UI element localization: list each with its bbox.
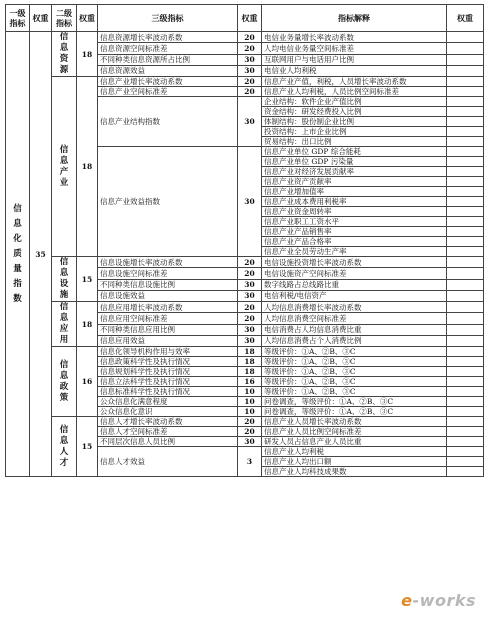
indicator-explanation: 信息产业产值，利税，人员增长率波动系数 [262,77,447,87]
explanation-weight [447,357,484,367]
level3-indicator: 信息产业结构指数 [98,97,238,147]
level3-indicator: 信息资源效益 [98,65,238,76]
level3-weight: 20 [238,87,262,97]
explanation-weight [447,367,484,377]
level3-indicator: 信息人才效益 [98,447,238,477]
level3-weight: 20 [238,427,262,437]
indicator-explanation: 等级评价：①A、②B、③C [262,347,447,357]
indicator-explanation: 信息产业人均科技成果数 [262,467,447,477]
explanation-weight [447,177,484,187]
indicator-explanation: 问卷调查，等级评价：①A、②B、③C [262,397,447,407]
level3-weight: 30 [238,65,262,76]
indicator-explanation: 电信设施投资增长率波动系数 [262,257,447,268]
table-row [6,257,484,268]
explanation-weight [447,257,484,268]
explanation-weight [447,137,484,147]
explanation-weight [447,268,484,279]
indicator-explanation: 信息产业人员比例空间标准差 [262,427,447,437]
indicator-explanation: 信息产业成本费用利税率 [262,197,447,207]
level3-weight: 20 [238,313,262,324]
indicator-explanation: 电信设施资产空间标准差 [262,268,447,279]
level3-indicator: 信息标准科学性及执行情况 [98,387,238,397]
indicator-explanation: 信息产业资金周转率 [262,207,447,217]
indicator-explanation: 数字线路占总线路比重 [262,279,447,290]
indicator-explanation: 互联网用户与电话用户比例 [262,54,447,65]
level3-indicator: 信息应用效益 [98,335,238,346]
level3-indicator: 公众信息化满意程度 [98,397,238,407]
level3-indicator: 不同种类信息资源所占比例 [98,54,238,65]
indicator-explanation: 信息产业职工工资水平 [262,217,447,227]
level3-indicator: 信息人才增长率波动系数 [98,417,238,427]
header-level2: 二级指标 [52,5,77,32]
level2-weight: 18 [77,77,98,257]
explanation-weight [447,407,484,417]
indicator-explanation: 等级评价：①A、②B、③C [262,387,447,397]
indicator-explanation: 电信业务量增长率波动系数 [262,32,447,43]
level3-indicator: 信息人才空间标准差 [98,427,238,437]
indicator-explanation: 人均信息消费增长率波动系数 [262,302,447,313]
level3-weight: 20 [238,32,262,43]
header-weight3: 权重 [238,5,262,32]
indicator-explanation: 信息产业产品销售率 [262,227,447,237]
explanation-weight [447,347,484,357]
level3-weight: 16 [238,377,262,387]
watermark-logo: e-works [401,591,476,610]
explanation-weight [447,54,484,65]
level3-indicator: 信息规划科学性及执行情况 [98,367,238,377]
level2-weight: 15 [77,257,98,302]
indicator-explanation: 电信利税/电信资产 [262,290,447,301]
level2-weight: 18 [77,302,98,347]
explanation-weight [447,43,484,54]
indicator-explanation: 研发人员占信息产业人员比重 [262,437,447,447]
header-level3: 三级指标 [98,5,238,32]
indicator-explanation: 信息产业全员劳动生产率 [262,247,447,257]
indicator-explanation: 人均信息消费占个人消费比例 [262,335,447,346]
level3-indicator: 信息设施空间标准差 [98,268,238,279]
explanation-weight [447,32,484,43]
explanation-weight [447,217,484,227]
explanation-weight [447,65,484,76]
explanation-weight [447,157,484,167]
indicator-explanation: 信息产业人均利税，人员比例空间标准差 [262,87,447,97]
header-weight1: 权重 [30,5,52,32]
level2-indicator: 信 息 设 施 [52,257,77,302]
explanation-weight [447,117,484,127]
level3-weight: 20 [238,43,262,54]
level3-weight: 30 [238,279,262,290]
level2-indicator: 信 息 资 源 [52,32,77,77]
level3-weight: 20 [238,302,262,313]
level3-weight: 3 [238,447,262,477]
level3-weight: 20 [238,268,262,279]
level3-weight: 30 [238,97,262,147]
level2-indicator: 信 息 产 业 [52,77,77,257]
explanation-weight [447,397,484,407]
level3-indicator: 信息应用增长率波动系数 [98,302,238,313]
table-row [6,347,484,357]
level3-weight: 10 [238,407,262,417]
level3-indicator: 信息化领导机构作用与效率 [98,347,238,357]
level3-weight: 30 [238,290,262,301]
explanation-weight [447,427,484,437]
indicator-explanation: 信息产业人均利税 [262,447,447,457]
level3-weight: 18 [238,347,262,357]
table-row [6,77,484,87]
level3-indicator: 不同层次信息人员比例 [98,437,238,447]
level1-weight: 35 [30,32,52,477]
level2-weight: 15 [77,417,98,477]
explanation-weight [447,335,484,346]
explanation-weight [447,167,484,177]
indicator-explanation: 等级评价：①A、②B、③C [262,367,447,377]
indicator-explanation: 投资结构：上市企业比例 [262,127,447,137]
level1-indicator: 信 息 化 质 量 指 数 [6,32,30,477]
explanation-weight [447,377,484,387]
explanation-weight [447,387,484,397]
level2-indicator: 信 息 应 用 [52,302,77,347]
level3-weight: 18 [238,357,262,367]
indicator-explanation: 人均电信业务量空间标准差 [262,43,447,54]
explanation-weight [447,87,484,97]
header-weight4: 权重 [447,5,484,32]
indicator-explanation: 信息产业对经济发展贡献率 [262,167,447,177]
level3-weight: 10 [238,397,262,407]
level3-weight: 30 [238,437,262,447]
indicator-explanation: 资金结构：研发经费投入比例 [262,107,447,117]
level2-weight: 18 [77,32,98,77]
explanation-weight [447,187,484,197]
indicator-explanation: 信息产业单位 GDP 污染量 [262,157,447,167]
table-row [6,32,484,43]
level3-weight: 30 [238,335,262,346]
level3-indicator: 公众信息化意识 [98,407,238,417]
level3-weight: 30 [238,324,262,335]
indicator-explanation: 问卷调查，等级评价：①A、②B、③C [262,407,447,417]
header-level1: 一级指标 [6,5,30,32]
level3-indicator: 信息资源空间标准差 [98,43,238,54]
header-explanation: 指标解释 [262,5,447,32]
explanation-weight [447,279,484,290]
level3-indicator: 信息设施增长率波动系数 [98,257,238,268]
level2-indicator: 信 息 政 策 [52,347,77,417]
level3-indicator: 不同种类信息设施比例 [98,279,238,290]
level3-weight: 30 [238,147,262,257]
indicator-explanation: 等级评价：①A、②B、③C [262,357,447,367]
level3-weight: 20 [238,417,262,427]
explanation-weight [447,447,484,457]
explanation-weight [447,290,484,301]
indicator-explanation: 电信业人均利税 [262,65,447,76]
table-row [6,302,484,313]
level2-weight: 16 [77,347,98,417]
level3-indicator: 信息设施效益 [98,290,238,301]
table-row [6,417,484,427]
explanation-weight [447,324,484,335]
level3-indicator: 信息立法科学性及执行情况 [98,377,238,387]
indicator-explanation: 体制结构：股份制企业比例 [262,117,447,127]
indicator-explanation: 信息产业产品合格率 [262,237,447,247]
level3-indicator: 信息应用空间标准差 [98,313,238,324]
explanation-weight [447,77,484,87]
explanation-weight [447,107,484,117]
indicator-explanation: 企业结构：软件企业产值比例 [262,97,447,107]
indicator-explanation: 信息产业增加值率 [262,187,447,197]
indicator-explanation: 人均信息消费空间标准差 [262,313,447,324]
explanation-weight [447,467,484,477]
indicator-explanation: 信息产业资产贡献率 [262,177,447,187]
level3-weight: 10 [238,387,262,397]
level3-indicator: 不同种类信息应用比例 [98,324,238,335]
explanation-weight [447,313,484,324]
explanation-weight [447,207,484,217]
level3-indicator: 信息产业效益指数 [98,147,238,257]
explanation-weight [447,302,484,313]
level2-indicator: 信 息 人 才 [52,417,77,477]
explanation-weight [447,97,484,107]
level3-indicator: 信息产业增长率波动系数 [98,77,238,87]
indicator-table [5,4,484,477]
level3-weight: 20 [238,77,262,87]
level3-weight: 30 [238,54,262,65]
explanation-weight [447,437,484,447]
level3-indicator: 信息政策科学性及执行情况 [98,357,238,367]
explanation-weight [447,457,484,467]
explanation-weight [447,237,484,247]
level3-weight: 20 [238,257,262,268]
explanation-weight [447,197,484,207]
level3-weight: 18 [238,367,262,377]
indicator-explanation: 信息产业单位 GDP 综合能耗 [262,147,447,157]
explanation-weight [447,127,484,137]
explanation-weight [447,417,484,427]
explanation-weight [447,227,484,237]
indicator-explanation: 电信消费占人均信息消费比重 [262,324,447,335]
indicator-explanation: 等级评价：①A、②B、③C [262,377,447,387]
indicator-explanation: 信息产业人员增长率波动系数 [262,417,447,427]
level3-indicator: 信息资源增长率波动系数 [98,32,238,43]
table-header-row [6,5,484,32]
explanation-weight [447,247,484,257]
indicator-explanation: 贸易结构：出口比例 [262,137,447,147]
level3-indicator: 信息产业空间标准差 [98,87,238,97]
explanation-weight [447,147,484,157]
header-weight2: 权重 [77,5,98,32]
indicator-explanation: 信息产业人均出口额 [262,457,447,467]
